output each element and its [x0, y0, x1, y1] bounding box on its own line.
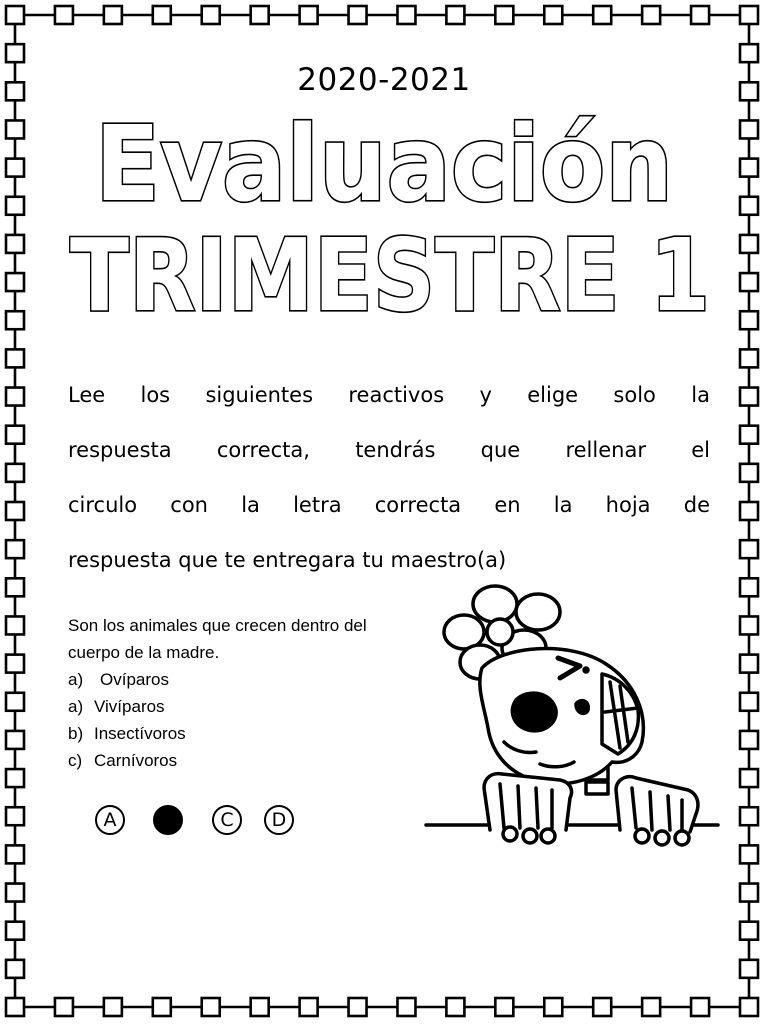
- border-square: [6, 731, 24, 749]
- bubble-b-filled[interactable]: [153, 805, 183, 835]
- border-square: [153, 6, 171, 24]
- border-square: [740, 731, 758, 749]
- border-square: [6, 388, 24, 406]
- border-square: [740, 769, 758, 787]
- border-square: [544, 998, 562, 1016]
- border-square: [740, 884, 758, 902]
- border-square: [300, 6, 318, 24]
- border-square: [740, 845, 758, 863]
- border-square: [740, 388, 758, 406]
- border-square: [593, 998, 611, 1016]
- option-text: Insectívoros: [94, 724, 186, 743]
- answer-option: [68, 666, 418, 693]
- border-square: [6, 616, 24, 634]
- border-square: [691, 998, 709, 1016]
- question-prompt-line: cuerpo de la madre.: [68, 643, 220, 662]
- border-square: [397, 998, 415, 1016]
- word: letra: [293, 493, 342, 517]
- border-square: [251, 998, 269, 1016]
- border-square: [153, 998, 171, 1016]
- border-square: [349, 6, 367, 24]
- border-square: [6, 769, 24, 787]
- border-square: [740, 655, 758, 673]
- school-year: 2020-2021: [297, 62, 471, 98]
- border-square: [6, 693, 24, 711]
- word: respuesta: [68, 438, 172, 462]
- border-square: [6, 884, 24, 902]
- option-letter: a): [68, 697, 84, 716]
- border-square: [6, 807, 24, 825]
- bubble-c[interactable]: C: [212, 805, 242, 835]
- word: circulo: [68, 493, 138, 517]
- border-square: [6, 922, 24, 940]
- sugar-skull-icon: [420, 582, 720, 852]
- word: siguientes: [205, 383, 314, 407]
- instruction-line: [68, 368, 710, 423]
- border-square: [104, 6, 122, 24]
- border-square: [6, 44, 24, 62]
- word: elige: [527, 383, 579, 407]
- bubble-d[interactable]: D: [264, 805, 294, 835]
- border-square: [6, 426, 24, 444]
- word: con: [170, 493, 208, 517]
- border-square: [6, 502, 24, 520]
- word: reactivos: [348, 383, 445, 407]
- border-square: [740, 578, 758, 596]
- bubble-a[interactable]: A: [95, 805, 125, 835]
- instructions-paragraph: [68, 368, 710, 588]
- border-square: [55, 998, 73, 1016]
- border-square: [6, 998, 24, 1016]
- word: tendrás: [355, 438, 436, 462]
- border-square: [6, 578, 24, 596]
- border-square: [740, 807, 758, 825]
- border-square: [740, 349, 758, 367]
- title-banner: [0, 110, 768, 340]
- border-square: [642, 6, 660, 24]
- word: los: [140, 383, 171, 407]
- title-trimestre: TRIMESTRE 1: [70, 217, 710, 334]
- option-letter: a): [68, 670, 84, 689]
- border-square: [740, 616, 758, 634]
- answer-option: [68, 693, 418, 720]
- question-prompt-line: Son los animales que crecen dentro del: [68, 616, 367, 635]
- instruction-line-last: respuesta que te entregara tu maestro(a): [68, 548, 507, 572]
- answer-option: [68, 747, 418, 774]
- word: la: [241, 493, 260, 517]
- border-square: [446, 998, 464, 1016]
- border-square: [740, 464, 758, 482]
- option-letter: c): [68, 751, 83, 770]
- border-square: [55, 6, 73, 24]
- border-square: [691, 6, 709, 24]
- border-square: [740, 960, 758, 978]
- word: el: [691, 438, 710, 462]
- border-square: [544, 6, 562, 24]
- option-text: Ovíparos: [100, 670, 169, 689]
- title-evaluacion: Evaluación: [95, 110, 673, 225]
- border-square: [6, 655, 24, 673]
- word: que: [480, 438, 521, 462]
- border-square: [740, 426, 758, 444]
- border-square: [740, 6, 758, 24]
- border-square: [104, 998, 122, 1016]
- question-block: [68, 612, 418, 774]
- word: hoja: [605, 493, 651, 517]
- border-square: [6, 960, 24, 978]
- word: en: [494, 493, 521, 517]
- border-square: [6, 6, 24, 24]
- instruction-line: [68, 423, 710, 478]
- border-square: [349, 998, 367, 1016]
- border-square: [593, 6, 611, 24]
- word: la: [691, 383, 710, 407]
- border-square: [740, 44, 758, 62]
- border-square: [642, 998, 660, 1016]
- option-text: Carnívoros: [94, 751, 178, 770]
- option-letter: b): [68, 724, 84, 743]
- border-square: [446, 6, 464, 24]
- word: la: [553, 493, 573, 517]
- border-square: [740, 540, 758, 558]
- border-square: [6, 540, 24, 558]
- border-square: [202, 6, 220, 24]
- word: correcta,: [216, 438, 310, 462]
- word: rellenar: [565, 438, 646, 462]
- word: correcta: [374, 493, 462, 517]
- border-square: [495, 998, 513, 1016]
- instruction-line: [68, 478, 710, 533]
- border-square: [740, 922, 758, 940]
- border-square: [6, 845, 24, 863]
- border-square: [740, 693, 758, 711]
- border-square: [202, 998, 220, 1016]
- border-square: [495, 6, 513, 24]
- border-square: [740, 502, 758, 520]
- border-square: [740, 998, 758, 1016]
- word: de: [683, 493, 710, 517]
- answer-option: [68, 720, 418, 747]
- border-square: [300, 998, 318, 1016]
- word: y: [479, 383, 492, 407]
- border-square: [6, 349, 24, 367]
- border-square: [251, 6, 269, 24]
- border-square: [397, 6, 415, 24]
- word: Lee: [68, 383, 106, 407]
- word: solo: [613, 383, 656, 407]
- option-text: Vivíparos: [94, 697, 165, 716]
- border-square: [6, 464, 24, 482]
